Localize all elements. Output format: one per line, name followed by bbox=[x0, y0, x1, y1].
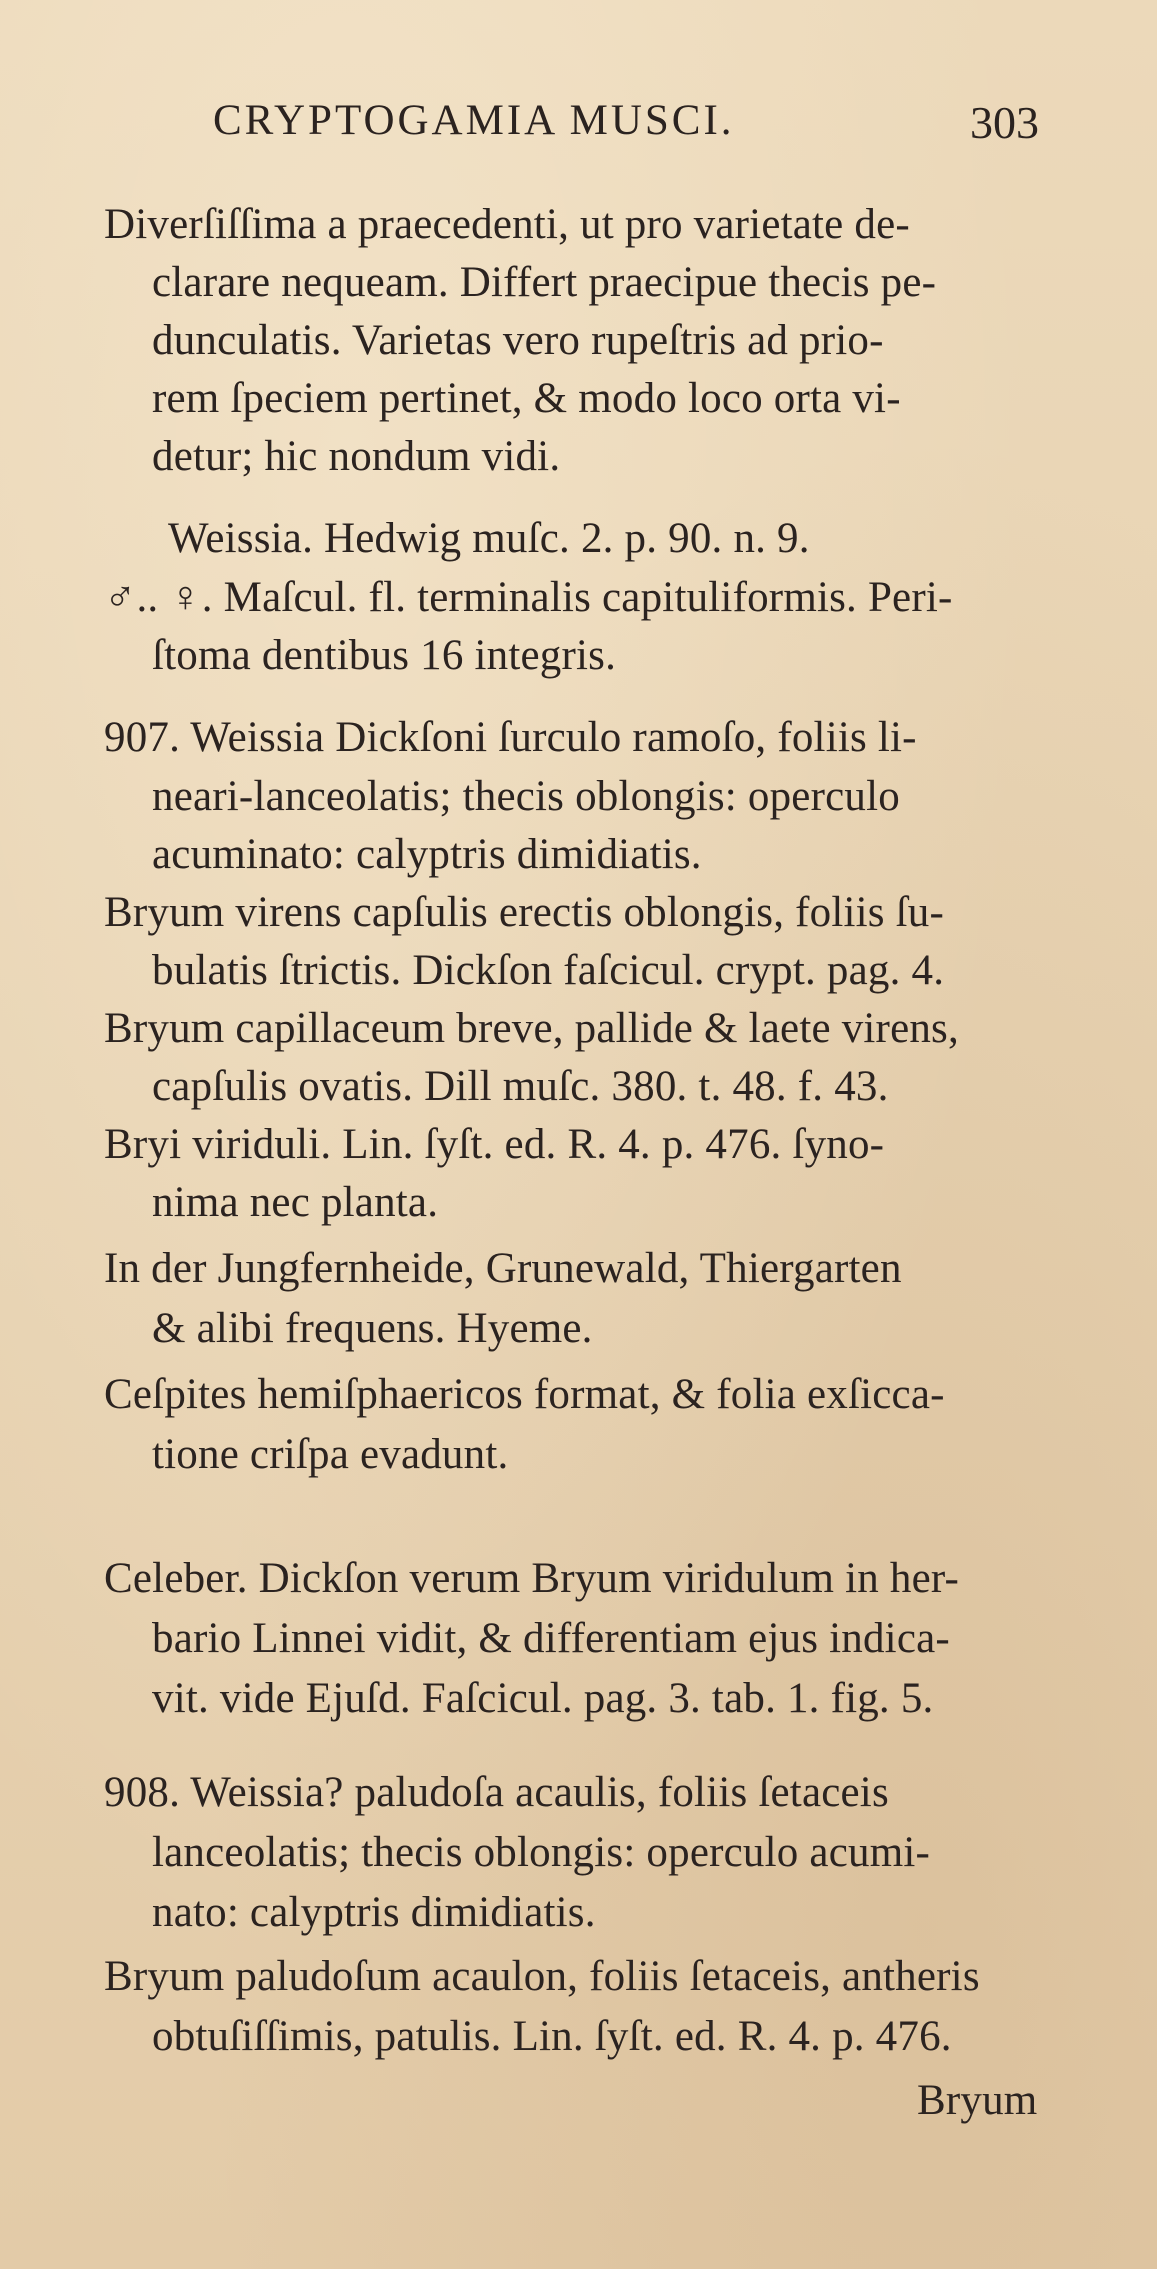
text-line: nato: calyptris dimidiatis. bbox=[152, 1889, 596, 1936]
synonym-line: Bryi viriduli. Lin. ſyſt. ed. R. 4. p. 476. ſyno- bbox=[104, 1121, 885, 1168]
text-line: clarare nequeam. Differt praecipue thecis pe- bbox=[152, 259, 937, 306]
running-title: CRYPTOGAMIA MUSCI. bbox=[213, 97, 735, 144]
text-line: ♂.. ♀. Maſcul. fl. terminalis capituliformis. Peri- bbox=[104, 574, 953, 621]
synonym-line: Bryum virens capſulis erectis oblongis, foliis ſu- bbox=[104, 889, 945, 936]
text-line: ſtoma dentibus 16 integris. bbox=[152, 632, 617, 679]
text-line: dunculatis. Varietas vero rupeſtris ad prio- bbox=[152, 317, 884, 364]
text-line: acuminato: calyptris dimidiatis. bbox=[152, 831, 702, 878]
catchword: Bryum bbox=[917, 2077, 1038, 2124]
text-line: Diverſiſſima a praecedenti, ut pro varietate de- bbox=[104, 201, 910, 248]
species-entry-908: 908. Weissia? paludoſa acaulis, foliis ſetaceis bbox=[104, 1769, 889, 1816]
text-line: rem ſpeciem pertinet, & modo loco orta vi- bbox=[152, 375, 901, 422]
genus-heading: Weissia. Hedwig muſc. 2. p. 90. n. 9. bbox=[168, 515, 810, 562]
text-line: capſulis ovatis. Dill muſc. 380. t. 48. f. 43. bbox=[152, 1063, 889, 1110]
text-line: & alibi frequens. Hyeme. bbox=[152, 1305, 593, 1352]
text-line: bario Linnei vidit, & differentiam ejus indica- bbox=[152, 1615, 950, 1662]
text-line: Celeber. Dickſon verum Bryum viridulum in her- bbox=[104, 1555, 960, 1602]
text-line: obtuſiſſimis, patulis. Lin. ſyſt. ed. R. 4. p. 476. bbox=[152, 2013, 952, 2060]
text-line: bulatis ſtrictis. Dickſon faſcicul. crypt. pag. 4. bbox=[152, 947, 945, 994]
text-line: tione criſpa evadunt. bbox=[152, 1431, 509, 1478]
page-number: 303 bbox=[970, 97, 1039, 148]
text-line: lanceolatis; thecis oblongis: operculo acumi- bbox=[152, 1829, 931, 1876]
habitat-line: In der Jungfernheide, Grunewald, Thiergarten bbox=[104, 1245, 902, 1292]
text-line: nima nec planta. bbox=[152, 1179, 439, 1226]
text-line: Ceſpites hemiſphaericos format, & folia exſicca- bbox=[104, 1371, 945, 1418]
text-line: detur; hic nondum vidi. bbox=[152, 433, 561, 480]
species-entry-907: 907. Weissia Dickſoni ſurculo ramoſo, foliis li- bbox=[104, 714, 917, 761]
synonym-line: Bryum capillaceum breve, pallide & laete virens, bbox=[104, 1005, 959, 1052]
text-line: neari-lanceolatis; thecis oblongis: operculo bbox=[152, 773, 900, 820]
synonym-line: Bryum paludoſum acaulon, foliis ſetaceis, antheris bbox=[104, 1953, 980, 2000]
text-line: vit. vide Ejuſd. Faſcicul. pag. 3. tab. 1. fig. 5. bbox=[152, 1675, 934, 1722]
